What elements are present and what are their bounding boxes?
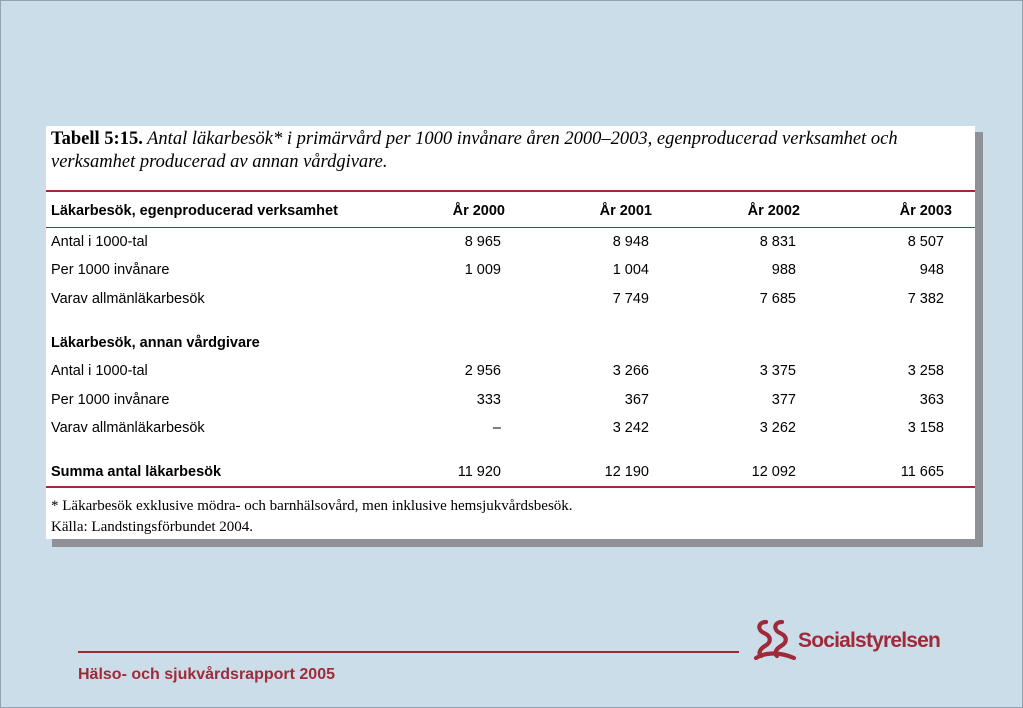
cell: 367	[624, 392, 649, 408]
table-row	[51, 262, 946, 286]
section-title-label: Läkarbesök, annan vårdgivare	[51, 335, 260, 351]
report-title: Hälso- och sjukvårdsrapport 2005	[78, 666, 335, 683]
cell: 363	[919, 392, 944, 408]
cell: 3 242	[612, 420, 649, 436]
footer-rule	[78, 651, 739, 653]
header-label: Läkarbesök, egenproducerad verksamhet	[51, 203, 338, 219]
table-card	[46, 126, 975, 539]
brand-name: Socialstyrelsen	[798, 629, 941, 652]
footnote: * Läkarbesök exklusive mödra- och barnhälsovård, men inklusive hemsjukvårdsbesök.	[51, 498, 573, 514]
table-row	[51, 420, 946, 444]
caption-text: Antal läkarbesök* i primärvård per 1000 invånare åren 2000–2003, egenproducerad verksamhet och verksamhet producerad av annan vårdgivare.	[51, 129, 898, 172]
cell: 1 004	[612, 262, 649, 278]
table-row	[51, 363, 946, 387]
cell: 988	[771, 262, 796, 278]
cell: 3 258	[907, 363, 944, 379]
cell: 11 665	[900, 464, 944, 480]
cell: 3 266	[612, 363, 649, 379]
cell: 8 948	[612, 234, 649, 250]
cell: 2 956	[464, 363, 501, 379]
col-header-2002: År 2002	[747, 203, 800, 219]
cell: 12 092	[751, 464, 796, 480]
table-row	[51, 291, 946, 315]
row-label: Antal i 1000-tal	[51, 363, 148, 379]
cell: 333	[476, 392, 501, 408]
cell: –	[492, 420, 501, 436]
col-header-2001: År 2001	[599, 203, 652, 219]
col-header-2003: År 2003	[899, 203, 952, 219]
cell: 11 920	[457, 464, 501, 480]
cell: 12 190	[604, 464, 649, 480]
table-bottom-rule	[46, 486, 975, 488]
cell: 948	[919, 262, 944, 278]
source-note: Källa: Landstingsförbundet 2004.	[51, 519, 254, 535]
brand-logo	[752, 618, 952, 662]
row-label: Varav allmänläkarbesök	[51, 291, 205, 307]
cell: 1 009	[464, 262, 501, 278]
row-label: Antal i 1000-tal	[51, 234, 148, 250]
row-label: Per 1000 invånare	[51, 262, 170, 278]
caption-lead: Tabell 5:15.	[51, 129, 143, 149]
table-row	[51, 392, 946, 416]
col-header-2000: År 2000	[452, 203, 505, 219]
cell: 7 382	[907, 291, 944, 307]
row-label: Varav allmänläkarbesök	[51, 420, 205, 436]
total-row	[51, 464, 946, 488]
header-bottom-rule	[46, 227, 975, 228]
table-caption	[51, 128, 966, 174]
cell: 377	[771, 392, 796, 408]
cell: 3 375	[759, 363, 796, 379]
cell: 3 158	[907, 420, 944, 436]
cell: 8 831	[759, 234, 796, 250]
section-title	[51, 335, 946, 359]
cell: 8 965	[464, 234, 501, 250]
header-top-rule	[46, 190, 975, 192]
cell: 7 685	[759, 291, 796, 307]
cell: 8 507	[907, 234, 944, 250]
row-label: Per 1000 invånare	[51, 392, 170, 408]
socialstyrelsen-logo-icon	[752, 618, 796, 660]
cell: 3 262	[759, 420, 796, 436]
table-row	[51, 234, 946, 258]
total-label: Summa antal läkarbesök	[51, 464, 222, 480]
cell: 7 749	[612, 291, 649, 307]
table-header-row	[51, 203, 952, 227]
